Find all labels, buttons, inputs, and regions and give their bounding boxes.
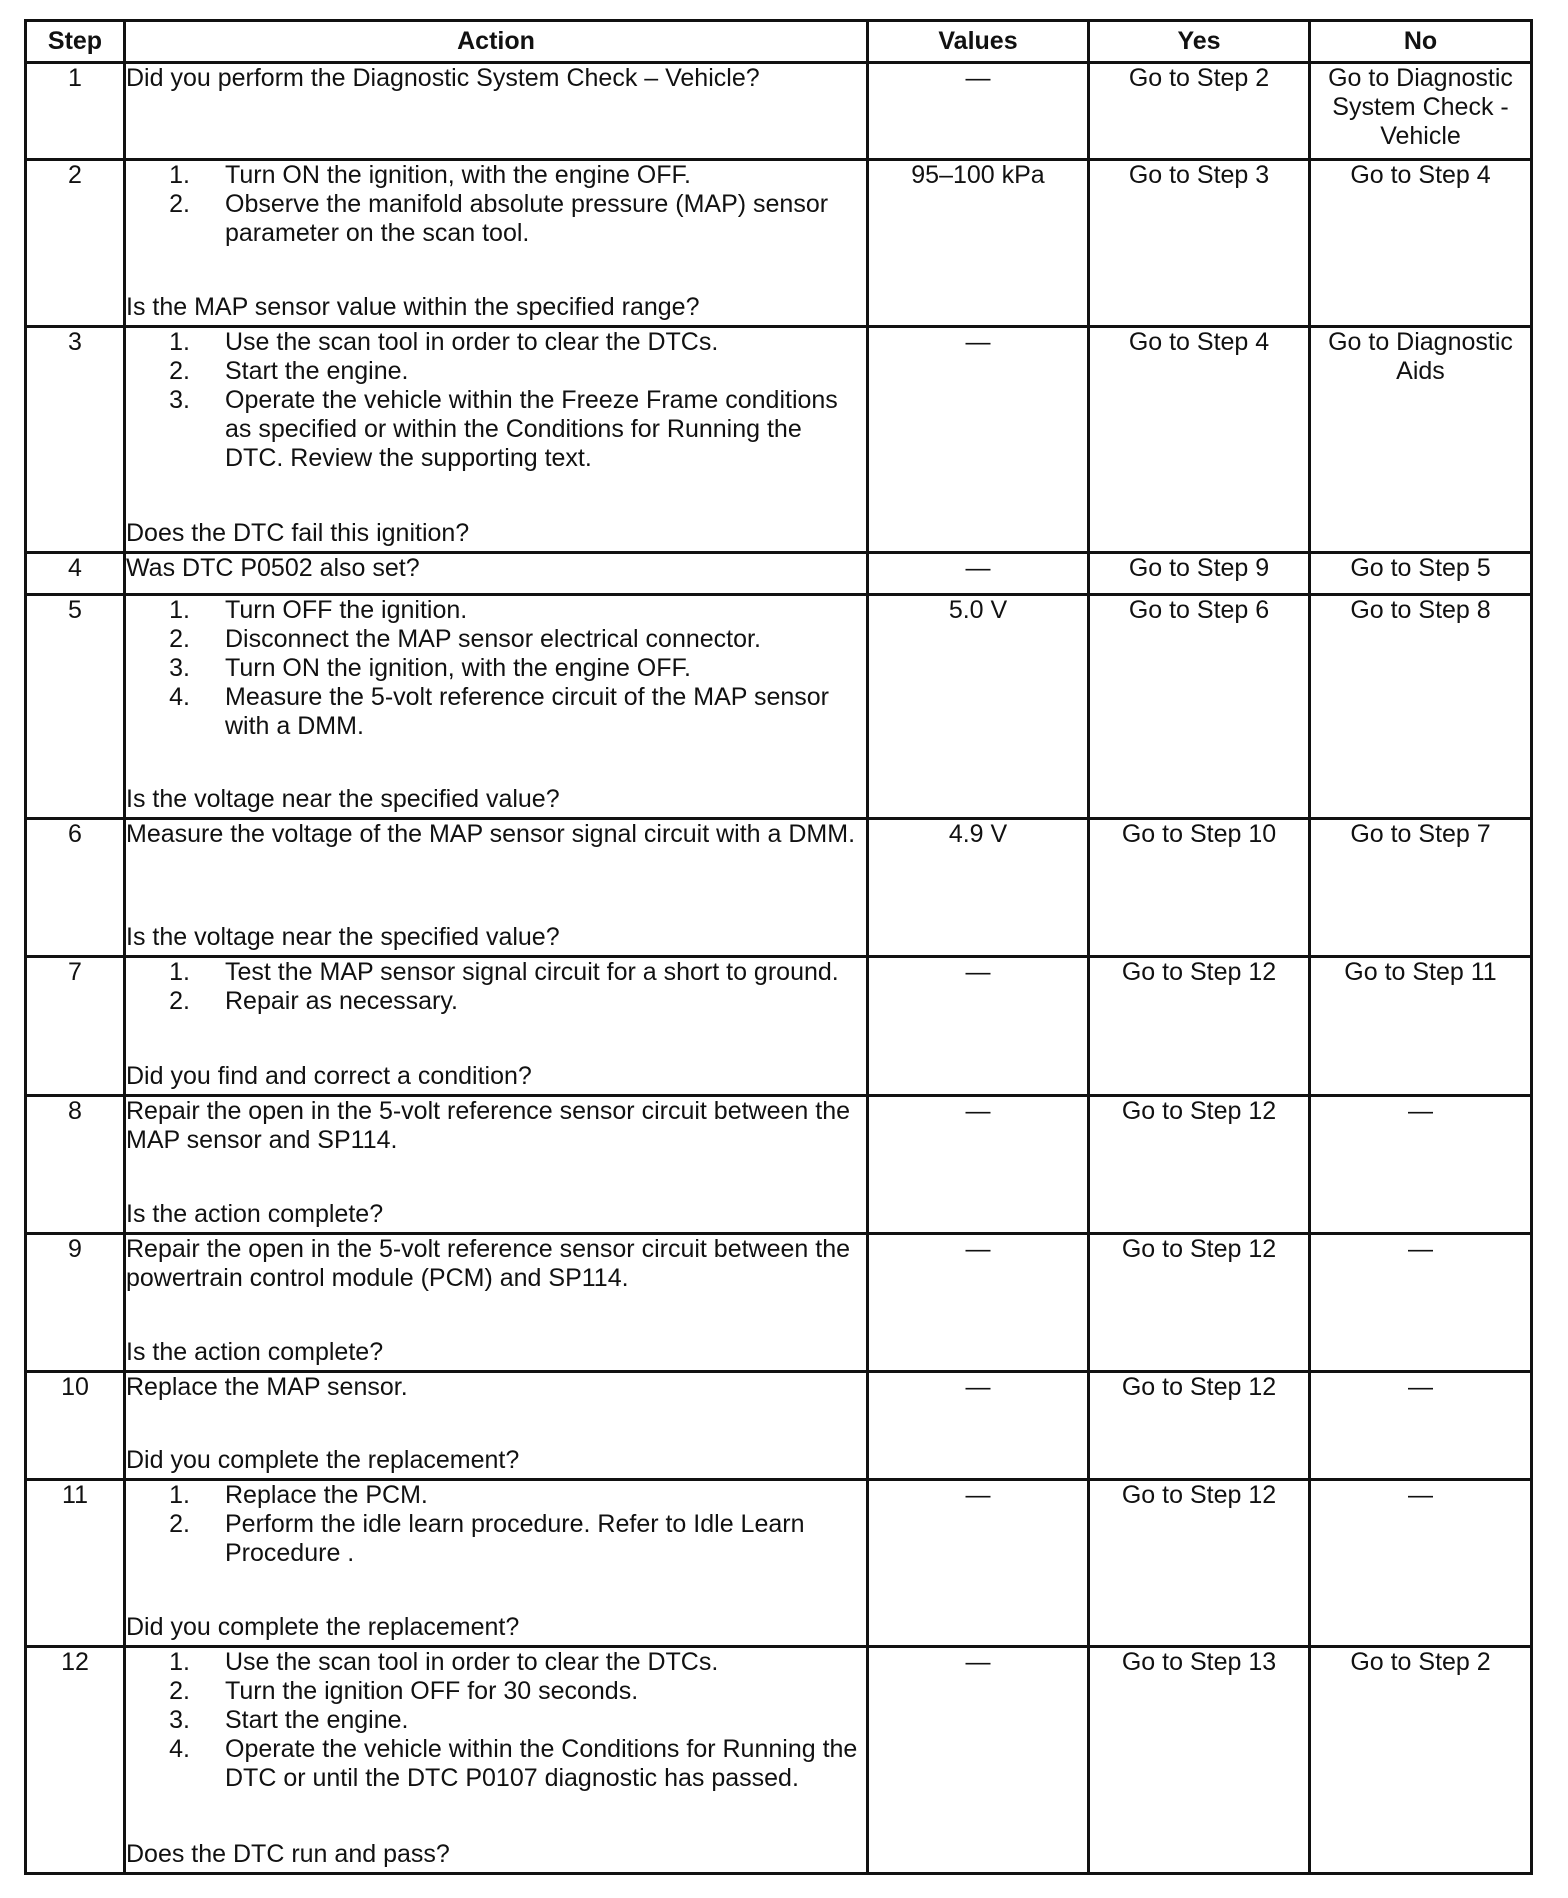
substep: 2. Repair as necessary. (169, 987, 458, 1015)
no-cell: Go to Step 7 (1310, 819, 1532, 957)
table-row (26, 819, 1532, 957)
step-number: 8 (26, 1096, 125, 1234)
step-number: 9 (26, 1234, 125, 1372)
no-cell: Go to Diagnostic System Check - Vehicle (1310, 63, 1532, 160)
question-text: Is the action complete? (126, 1338, 384, 1366)
action-cell (125, 63, 868, 160)
value-cell: — (868, 1480, 1089, 1647)
header-action: Action (125, 21, 868, 63)
substep: 2. Start the engine. (169, 357, 409, 385)
yes-cell: Go to Step 2 (1089, 63, 1310, 160)
table-row (26, 327, 1532, 553)
no-cell: — (1310, 1234, 1532, 1372)
question-text: Is the voltage near the specified value? (126, 923, 560, 951)
substep: 1. Use the scan tool in order to clear the DTCs. (169, 328, 719, 356)
question-text: Did you complete the replacement? (126, 1446, 520, 1474)
substep: 2. Perform the idle learn procedure. Refer to Idle Learn Procedure . (169, 1510, 805, 1567)
table-row (26, 957, 1532, 1096)
step-number: 6 (26, 819, 125, 957)
step-number: 11 (26, 1480, 125, 1647)
table-row (26, 1480, 1532, 1647)
yes-cell: Go to Step 12 (1089, 1480, 1310, 1647)
no-cell: Go to Step 5 (1310, 553, 1532, 595)
yes-cell: Go to Step 12 (1089, 1096, 1310, 1234)
value-cell: — (868, 1372, 1089, 1480)
substep: 4. Operate the vehicle within the Conditions for Running the DTC or until the DTC P0107 diagnostic has passed. (169, 1735, 858, 1792)
substep: 1. Turn ON the ignition, with the engine OFF. (169, 161, 691, 189)
yes-cell: Go to Step 6 (1089, 595, 1310, 819)
substep: 3. Start the engine. (169, 1706, 409, 1734)
substep: 3. Operate the vehicle within the Freeze Frame conditions as specified or within the Conditions for Running the DTC. Review the supporting text. (169, 386, 838, 472)
value-cell: — (868, 1234, 1089, 1372)
step-number: 2 (26, 160, 125, 327)
action-text: Measure the voltage of the MAP sensor signal circuit with a DMM. (126, 820, 856, 848)
no-cell: Go to Step 8 (1310, 595, 1532, 819)
substep-list (126, 328, 866, 473)
substep: 1. Test the MAP sensor signal circuit for a short to ground. (169, 958, 839, 986)
value-cell: — (868, 1096, 1089, 1234)
action-cell (125, 1096, 868, 1234)
substep: 1. Replace the PCM. (169, 1481, 428, 1509)
yes-cell: Go to Step 9 (1089, 553, 1310, 595)
substep: 1. Turn OFF the ignition. (169, 596, 468, 624)
header-values: Values (868, 21, 1089, 63)
table-row (26, 553, 1532, 595)
no-cell: — (1310, 1096, 1532, 1234)
substep: 1. Use the scan tool in order to clear the DTCs. (169, 1648, 719, 1676)
diagnostic-table (24, 19, 1533, 1875)
value-cell: — (868, 327, 1089, 553)
action-cell (125, 327, 868, 553)
table-row (26, 63, 1532, 160)
header-no: No (1310, 21, 1532, 63)
step-number: 12 (26, 1647, 125, 1874)
substep: 2. Observe the manifold absolute pressure (MAP) sensor parameter on the scan tool. (169, 190, 829, 247)
action-cell (125, 553, 868, 595)
substep-list (126, 596, 866, 741)
yes-cell: Go to Step 10 (1089, 819, 1310, 957)
question-text: Is the voltage near the specified value? (126, 785, 560, 813)
table-row (26, 160, 1532, 327)
action-text: Repair the open in the 5-volt reference sensor circuit between the MAP sensor and SP114. (126, 1097, 851, 1154)
header-yes: Yes (1089, 21, 1310, 63)
action-cell (125, 957, 868, 1096)
question-text: Did you complete the replacement? (126, 1613, 520, 1641)
question-text: Did you find and correct a condition? (126, 1062, 532, 1090)
no-cell: Go to Diagnostic Aids (1310, 327, 1532, 553)
table-row (26, 1372, 1532, 1480)
value-cell: — (868, 553, 1089, 595)
yes-cell: Go to Step 12 (1089, 1372, 1310, 1480)
table-row (26, 1234, 1532, 1372)
action-text: Replace the MAP sensor. (126, 1373, 408, 1401)
substep: 2. Turn the ignition OFF for 30 seconds. (169, 1677, 639, 1705)
action-cell (125, 595, 868, 819)
substep: 3. Turn ON the ignition, with the engine OFF. (169, 654, 691, 682)
step-number: 1 (26, 63, 125, 160)
action-cell (125, 160, 868, 327)
table-row (26, 595, 1532, 819)
question-text: Does the DTC fail this ignition? (126, 519, 470, 547)
action-cell (125, 1480, 868, 1647)
action-text: Did you perform the Diagnostic System Check – Vehicle? (126, 64, 760, 92)
yes-cell: Go to Step 3 (1089, 160, 1310, 327)
header-row (26, 21, 1532, 63)
no-cell: Go to Step 4 (1310, 160, 1532, 327)
yes-cell: Go to Step 13 (1089, 1647, 1310, 1874)
value-cell: 4.9 V (868, 819, 1089, 957)
value-cell: 95–100 kPa (868, 160, 1089, 327)
action-cell (125, 1234, 868, 1372)
step-number: 7 (26, 957, 125, 1096)
action-cell (125, 1372, 868, 1480)
value-cell: — (868, 1647, 1089, 1874)
no-cell: Go to Step 2 (1310, 1647, 1532, 1874)
no-cell: Go to Step 11 (1310, 957, 1532, 1096)
yes-cell: Go to Step 4 (1089, 327, 1310, 553)
action-text: Was DTC P0502 also set? (126, 554, 420, 582)
action-cell (125, 1647, 868, 1874)
action-cell (125, 819, 868, 957)
yes-cell: Go to Step 12 (1089, 957, 1310, 1096)
value-cell: — (868, 957, 1089, 1096)
substep-list (126, 1648, 866, 1793)
table-row (26, 1647, 1532, 1874)
question-text: Is the action complete? (126, 1200, 384, 1228)
header-step: Step (26, 21, 125, 63)
substep-list (126, 1481, 866, 1568)
substep-list (126, 958, 866, 1016)
value-cell: — (868, 63, 1089, 160)
question-text: Is the MAP sensor value within the specified range? (126, 293, 700, 321)
no-cell: — (1310, 1372, 1532, 1480)
substep-list (126, 161, 866, 248)
question-text: Does the DTC run and pass? (126, 1840, 450, 1868)
substep: 2. Disconnect the MAP sensor electrical connector. (169, 625, 761, 653)
step-number: 5 (26, 595, 125, 819)
value-cell: 5.0 V (868, 595, 1089, 819)
step-number: 4 (26, 553, 125, 595)
step-number: 10 (26, 1372, 125, 1480)
step-number: 3 (26, 327, 125, 553)
action-text: Repair the open in the 5-volt reference sensor circuit between the powertrain control module (PCM) and SP114. (126, 1235, 851, 1292)
substep: 4. Measure the 5-volt reference circuit of the MAP sensor with a DMM. (169, 683, 829, 740)
yes-cell: Go to Step 12 (1089, 1234, 1310, 1372)
table-row (26, 1096, 1532, 1234)
no-cell: — (1310, 1480, 1532, 1647)
